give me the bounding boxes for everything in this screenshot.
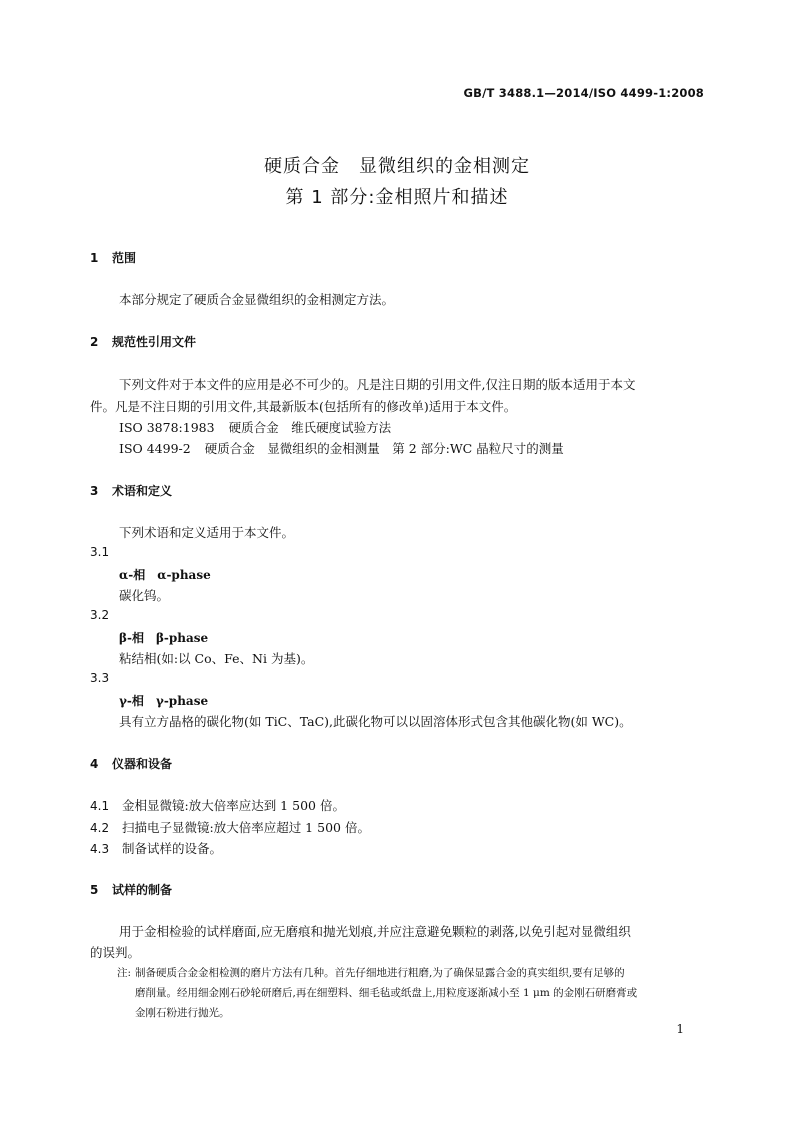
section-title: 试样的制备	[112, 883, 173, 897]
clause-number: 4.1	[90, 799, 110, 813]
clause-text: 金相显微镜:放大倍率应达到 1 500 倍。	[122, 798, 345, 813]
term-alpha-phase: α-相 α-phase	[119, 568, 211, 582]
clause-number: 4.3	[90, 842, 110, 856]
reference-title: 硬质合金 显微组织的金相测量 第 2 部分:WC 晶粒尺寸的测量	[204, 441, 564, 456]
term-gamma-definition: 具有立方晶格的碳化物(如 TiC、TaC),此碳化物可以以固溶体形式包含其他碳化物(如 WC)。	[119, 714, 632, 729]
clause-text: 制备试样的设备。	[122, 841, 223, 856]
section-number: 3	[90, 484, 99, 498]
section-title: 仪器和设备	[112, 757, 173, 771]
section-5-paragraph-line1: 用于金相检验的试样磨面,应无磨痕和抛光划痕,并应注意避免颗粒的剥落,以免引起对显微组织	[119, 924, 631, 939]
reference-title: 硬质合金 维氏硬度试验方法	[228, 420, 392, 435]
note-line3: 金刚石粉进行抛光。	[135, 1007, 230, 1019]
section-1-heading	[90, 249, 136, 266]
clause-4-3	[90, 839, 222, 857]
section-5-paragraph-line2: 的误判。	[90, 945, 141, 960]
clause-4-2	[90, 818, 370, 836]
section-1-paragraph: 本部分规定了硬质合金显微组织的金相测定方法。	[119, 292, 395, 307]
section-number: 1	[90, 251, 99, 265]
section-2-paragraph-line1: 下列文件对于本文件的应用是必不可少的。凡是注日期的引用文件,仅注日期的版本适用于本文	[119, 377, 636, 392]
note-line2: 磨削量。经用细金刚石砂轮研磨后,再在细塑料、细毛毡或纸盘上,用粒度逐渐减小至 1 μm 的金刚石研磨膏或	[135, 987, 638, 999]
term-number-3-3: 3.3	[90, 671, 110, 685]
standard-number: GB/T 3488.1—2014/ISO 4499-1:2008	[463, 86, 704, 100]
term-number-3-1: 3.1	[90, 545, 110, 559]
section-number: 2	[90, 335, 99, 349]
clause-text: 扫描电子显微镜:放大倍率应超过 1 500 倍。	[122, 820, 370, 835]
section-3-heading	[90, 482, 172, 499]
note-line1: 制备硬质合金金相检测的磨片方法有几种。首先仔细地进行粗磨,为了确保显露合金的真实组织,要有足够的	[135, 967, 625, 979]
term-beta-definition: 粘结相(如:以 Co、Fe、Ni 为基)。	[119, 651, 314, 666]
note-label: 注:	[117, 967, 132, 979]
section-title: 规范性引用文件	[112, 335, 197, 349]
page-number: 1	[676, 1022, 684, 1036]
section-3-paragraph: 下列术语和定义适用于本文件。	[119, 525, 295, 540]
clause-number: 4.2	[90, 821, 110, 835]
normative-reference-2	[119, 439, 564, 457]
document-title-line1: 硬质合金 显微组织的金相测定	[264, 156, 530, 177]
term-beta-phase: β-相 β-phase	[119, 631, 209, 645]
clause-4-1	[90, 796, 345, 814]
section-title: 术语和定义	[112, 484, 173, 498]
term-gamma-phase: γ-相 γ-phase	[119, 694, 209, 708]
normative-reference-1	[119, 418, 391, 436]
term-number-3-2: 3.2	[90, 608, 110, 622]
section-2-paragraph-line2: 件。凡是不注日期的引用文件,其最新版本(包括所有的修改单)适用于本文件。	[90, 399, 517, 414]
reference-code: ISO 3878:1983	[119, 420, 215, 435]
section-title: 范围	[112, 251, 137, 265]
section-2-heading	[90, 333, 196, 350]
section-number: 5	[90, 883, 99, 897]
section-number: 4	[90, 757, 99, 771]
section-4-heading	[90, 755, 172, 772]
term-alpha-definition: 碳化钨。	[119, 588, 170, 603]
document-title-line2: 第 1 部分:金相照片和描述	[285, 187, 509, 208]
section-5-heading	[90, 881, 172, 898]
reference-code: ISO 4499-2	[119, 441, 191, 456]
